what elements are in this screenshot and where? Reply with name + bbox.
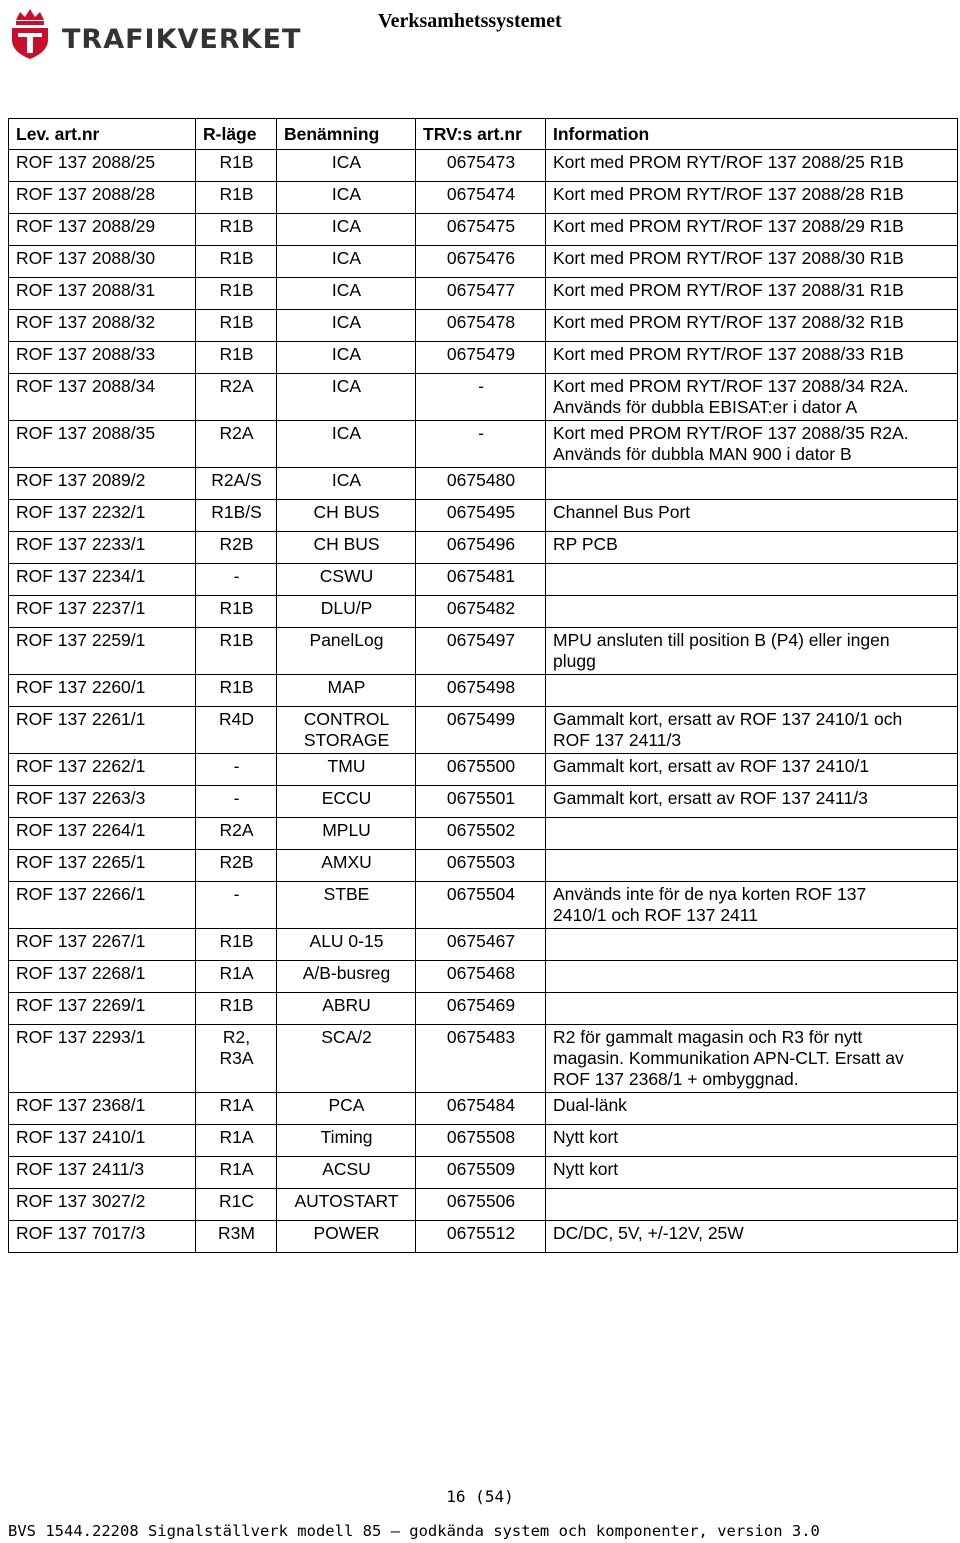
- cell-lev-artnr: ROF 137 2088/25: [9, 150, 196, 182]
- document-footer: BVS 1544.22208 Signalställverk modell 85 – godkända system och komponenter, version 3.0: [8, 1522, 820, 1540]
- table-body: [9, 150, 958, 1253]
- table-row: [9, 786, 958, 818]
- cell-lev-artnr: ROF 137 2410/1: [9, 1125, 196, 1157]
- cell-information: [546, 1189, 958, 1221]
- cell-trv-artnr: 0675475: [416, 214, 546, 246]
- cell-information: R2 för gammalt magasin och R3 för nytt magasin. Kommunikation APN-CLT. Ersatt av ROF 137 2368/1 + ombyggnad.: [546, 1025, 958, 1093]
- cell-r-lage: R2A: [196, 374, 277, 421]
- cell-lev-artnr: ROF 137 2088/33: [9, 342, 196, 374]
- cell-lev-artnr: ROF 137 2267/1: [9, 929, 196, 961]
- table-row: [9, 754, 958, 786]
- cell-benamning: ICA: [277, 150, 416, 182]
- cell-r-lage: R1C: [196, 1189, 277, 1221]
- cell-benamning: CH BUS: [277, 500, 416, 532]
- cell-r-lage: R2, R3A: [196, 1025, 277, 1093]
- cell-information: Kort med PROM RYT/ROF 137 2088/34 R2A. Används för dubbla EBISAT:er i dator A: [546, 374, 958, 421]
- cell-information: Kort med PROM RYT/ROF 137 2088/32 R1B: [546, 310, 958, 342]
- cell-benamning: PCA: [277, 1093, 416, 1125]
- cell-r-lage: R2A: [196, 818, 277, 850]
- cell-trv-artnr: 0675467: [416, 929, 546, 961]
- cell-benamning: AUTOSTART: [277, 1189, 416, 1221]
- cell-trv-artnr: 0675508: [416, 1125, 546, 1157]
- column-header-benamning: Benämning: [277, 119, 416, 150]
- table-row: [9, 961, 958, 993]
- cell-lev-artnr: ROF 137 2411/3: [9, 1157, 196, 1189]
- cell-r-lage: -: [196, 754, 277, 786]
- cell-benamning: PanelLog: [277, 628, 416, 675]
- cell-r-lage: -: [196, 564, 277, 596]
- cell-lev-artnr: ROF 137 2259/1: [9, 628, 196, 675]
- table-row: [9, 929, 958, 961]
- table-row: [9, 246, 958, 278]
- cell-lev-artnr: ROF 137 2233/1: [9, 532, 196, 564]
- cell-r-lage: -: [196, 786, 277, 818]
- cell-r-lage: R1B: [196, 993, 277, 1025]
- cell-lev-artnr: ROF 137 2088/28: [9, 182, 196, 214]
- cell-lev-artnr: ROF 137 2368/1: [9, 1093, 196, 1125]
- cell-r-lage: R1B: [196, 675, 277, 707]
- cell-lev-artnr: ROF 137 2268/1: [9, 961, 196, 993]
- cell-lev-artnr: ROF 137 2265/1: [9, 850, 196, 882]
- cell-information: [546, 929, 958, 961]
- cell-lev-artnr: ROF 137 2088/30: [9, 246, 196, 278]
- table-row: [9, 1157, 958, 1189]
- cell-r-lage: R1B: [196, 342, 277, 374]
- cell-r-lage: R1B: [196, 310, 277, 342]
- table-row: [9, 342, 958, 374]
- cell-trv-artnr: 0675497: [416, 628, 546, 675]
- cell-trv-artnr: 0675468: [416, 961, 546, 993]
- cell-r-lage: R1B: [196, 628, 277, 675]
- table-row: [9, 993, 958, 1025]
- cell-r-lage: R1A: [196, 1125, 277, 1157]
- document-system-title: Verksamhetssystemet: [378, 10, 562, 32]
- table-row: [9, 310, 958, 342]
- cell-information: Channel Bus Port: [546, 500, 958, 532]
- cell-benamning: ECCU: [277, 786, 416, 818]
- cell-benamning: POWER: [277, 1221, 416, 1253]
- column-header-information: Information: [546, 119, 958, 150]
- cell-lev-artnr: ROF 137 2232/1: [9, 500, 196, 532]
- table-row: [9, 1093, 958, 1125]
- page-number: 16 (54): [446, 1487, 514, 1506]
- table-row: [9, 278, 958, 310]
- cell-information: Gammalt kort, ersatt av ROF 137 2410/1: [546, 754, 958, 786]
- cell-trv-artnr: 0675499: [416, 707, 546, 754]
- cell-lev-artnr: ROF 137 2088/34: [9, 374, 196, 421]
- cell-benamning: ICA: [277, 182, 416, 214]
- table-row: [9, 1025, 958, 1093]
- cell-benamning: ACSU: [277, 1157, 416, 1189]
- table-row: [9, 564, 958, 596]
- cell-r-lage: R1B: [196, 182, 277, 214]
- table-row: [9, 182, 958, 214]
- cell-benamning: Timing: [277, 1125, 416, 1157]
- cell-benamning: ALU 0-15: [277, 929, 416, 961]
- cell-trv-artnr: 0675483: [416, 1025, 546, 1093]
- cell-lev-artnr: ROF 137 2262/1: [9, 754, 196, 786]
- cell-benamning: MPLU: [277, 818, 416, 850]
- cell-lev-artnr: ROF 137 2293/1: [9, 1025, 196, 1093]
- cell-trv-artnr: -: [416, 421, 546, 468]
- cell-information: Kort med PROM RYT/ROF 137 2088/29 R1B: [546, 214, 958, 246]
- cell-r-lage: R1B: [196, 929, 277, 961]
- cell-benamning: ICA: [277, 421, 416, 468]
- cell-r-lage: R1B: [196, 596, 277, 628]
- cell-lev-artnr: ROF 137 2088/35: [9, 421, 196, 468]
- cell-benamning: CH BUS: [277, 532, 416, 564]
- cell-r-lage: R1B: [196, 150, 277, 182]
- cell-r-lage: R1A: [196, 961, 277, 993]
- cell-trv-artnr: 0675478: [416, 310, 546, 342]
- cell-information: Gammalt kort, ersatt av ROF 137 2410/1 och ROF 137 2411/3: [546, 707, 958, 754]
- table-row: [9, 882, 958, 929]
- table-row: [9, 500, 958, 532]
- cell-lev-artnr: ROF 137 2088/32: [9, 310, 196, 342]
- cell-trv-artnr: 0675504: [416, 882, 546, 929]
- cell-benamning: TMU: [277, 754, 416, 786]
- cell-r-lage: R1B: [196, 278, 277, 310]
- cell-trv-artnr: 0675476: [416, 246, 546, 278]
- cell-r-lage: -: [196, 882, 277, 929]
- cell-information: Dual-länk: [546, 1093, 958, 1125]
- logo-wordmark: TRAFIKVERKET: [62, 24, 302, 55]
- cell-information: Nytt kort: [546, 1157, 958, 1189]
- cell-benamning: CONTROL STORAGE: [277, 707, 416, 754]
- cell-information: [546, 468, 958, 500]
- cell-lev-artnr: ROF 137 2269/1: [9, 993, 196, 1025]
- cell-trv-artnr: 0675501: [416, 786, 546, 818]
- cell-lev-artnr: ROF 137 2089/2: [9, 468, 196, 500]
- cell-benamning: STBE: [277, 882, 416, 929]
- cell-benamning: ICA: [277, 468, 416, 500]
- cell-trv-artnr: 0675512: [416, 1221, 546, 1253]
- cell-information: RP PCB: [546, 532, 958, 564]
- cell-trv-artnr: 0675506: [416, 1189, 546, 1221]
- cell-benamning: A/B-busreg: [277, 961, 416, 993]
- cell-r-lage: R1A: [196, 1093, 277, 1125]
- cell-benamning: ABRU: [277, 993, 416, 1025]
- cell-information: MPU ansluten till position B (P4) eller ingen plugg: [546, 628, 958, 675]
- cell-information: [546, 993, 958, 1025]
- table-row: [9, 150, 958, 182]
- cell-trv-artnr: 0675480: [416, 468, 546, 500]
- table-row: [9, 707, 958, 754]
- column-header-trv-artnr: TRV:s art.nr: [416, 119, 546, 150]
- cell-r-lage: R2A/S: [196, 468, 277, 500]
- cell-lev-artnr: ROF 137 2260/1: [9, 675, 196, 707]
- cell-r-lage: R1B/S: [196, 500, 277, 532]
- table-row: [9, 1189, 958, 1221]
- cell-r-lage: R2A: [196, 421, 277, 468]
- cell-information: [546, 596, 958, 628]
- table-row: [9, 628, 958, 675]
- cell-r-lage: R3M: [196, 1221, 277, 1253]
- cell-benamning: MAP: [277, 675, 416, 707]
- trafikverket-logo: [8, 6, 302, 60]
- column-header-r-lage: R-läge: [196, 119, 277, 150]
- cell-trv-artnr: 0675502: [416, 818, 546, 850]
- table-header-row: [9, 119, 958, 150]
- cell-information: Kort med PROM RYT/ROF 137 2088/25 R1B: [546, 150, 958, 182]
- cell-information: Kort med PROM RYT/ROF 137 2088/31 R1B: [546, 278, 958, 310]
- cell-benamning: ICA: [277, 246, 416, 278]
- cell-benamning: ICA: [277, 310, 416, 342]
- cell-information: Kort med PROM RYT/ROF 137 2088/35 R2A. Används för dubbla MAN 900 i dator B: [546, 421, 958, 468]
- cell-trv-artnr: 0675477: [416, 278, 546, 310]
- cell-information: [546, 818, 958, 850]
- cell-information: [546, 850, 958, 882]
- cell-information: Kort med PROM RYT/ROF 137 2088/33 R1B: [546, 342, 958, 374]
- table-row: [9, 596, 958, 628]
- cell-lev-artnr: ROF 137 2263/3: [9, 786, 196, 818]
- cell-trv-artnr: 0675473: [416, 150, 546, 182]
- table-row: [9, 374, 958, 421]
- cell-trv-artnr: 0675474: [416, 182, 546, 214]
- cell-r-lage: R4D: [196, 707, 277, 754]
- cell-information: Gammalt kort, ersatt av ROF 137 2411/3: [546, 786, 958, 818]
- cell-information: Används inte för de nya korten ROF 137 2410/1 och ROF 137 2411: [546, 882, 958, 929]
- cell-trv-artnr: 0675479: [416, 342, 546, 374]
- cell-benamning: CSWU: [277, 564, 416, 596]
- cell-trv-artnr: 0675482: [416, 596, 546, 628]
- cell-lev-artnr: ROF 137 3027/2: [9, 1189, 196, 1221]
- column-header-lev-artnr: Lev. art.nr: [9, 119, 196, 150]
- table-row: [9, 421, 958, 468]
- cell-information: [546, 675, 958, 707]
- cell-lev-artnr: ROF 137 2088/29: [9, 214, 196, 246]
- cell-trv-artnr: -: [416, 374, 546, 421]
- cell-information: Nytt kort: [546, 1125, 958, 1157]
- cell-lev-artnr: ROF 137 2264/1: [9, 818, 196, 850]
- cell-lev-artnr: ROF 137 2088/31: [9, 278, 196, 310]
- cell-trv-artnr: 0675503: [416, 850, 546, 882]
- cell-lev-artnr: ROF 137 7017/3: [9, 1221, 196, 1253]
- cell-r-lage: R2B: [196, 532, 277, 564]
- table-row: [9, 675, 958, 707]
- cell-trv-artnr: 0675498: [416, 675, 546, 707]
- cell-benamning: ICA: [277, 374, 416, 421]
- cell-r-lage: R1B: [196, 246, 277, 278]
- cell-trv-artnr: 0675495: [416, 500, 546, 532]
- cell-benamning: DLU/P: [277, 596, 416, 628]
- cell-information: Kort med PROM RYT/ROF 137 2088/30 R1B: [546, 246, 958, 278]
- table-row: [9, 214, 958, 246]
- cell-information: [546, 564, 958, 596]
- table-row: [9, 850, 958, 882]
- table-row: [9, 1125, 958, 1157]
- cell-trv-artnr: 0675509: [416, 1157, 546, 1189]
- cell-lev-artnr: ROF 137 2237/1: [9, 596, 196, 628]
- cell-information: DC/DC, 5V, +/-12V, 25W: [546, 1221, 958, 1253]
- cell-trv-artnr: 0675469: [416, 993, 546, 1025]
- cell-r-lage: R2B: [196, 850, 277, 882]
- cell-r-lage: R1B: [196, 214, 277, 246]
- cell-lev-artnr: ROF 137 2234/1: [9, 564, 196, 596]
- cell-benamning: AMXU: [277, 850, 416, 882]
- table-row: [9, 468, 958, 500]
- cell-benamning: SCA/2: [277, 1025, 416, 1093]
- cell-lev-artnr: ROF 137 2261/1: [9, 707, 196, 754]
- cell-trv-artnr: 0675500: [416, 754, 546, 786]
- cell-trv-artnr: 0675496: [416, 532, 546, 564]
- cell-information: Kort med PROM RYT/ROF 137 2088/28 R1B: [546, 182, 958, 214]
- table-row: [9, 1221, 958, 1253]
- cell-trv-artnr: 0675484: [416, 1093, 546, 1125]
- cell-benamning: ICA: [277, 278, 416, 310]
- cell-benamning: ICA: [277, 342, 416, 374]
- cell-trv-artnr: 0675481: [416, 564, 546, 596]
- cell-benamning: ICA: [277, 214, 416, 246]
- crown-shield-icon: [8, 6, 52, 60]
- page-header: [0, 0, 960, 70]
- component-table: [8, 118, 958, 1253]
- cell-information: [546, 961, 958, 993]
- table-row: [9, 818, 958, 850]
- table-row: [9, 532, 958, 564]
- cell-lev-artnr: ROF 137 2266/1: [9, 882, 196, 929]
- cell-r-lage: R1A: [196, 1157, 277, 1189]
